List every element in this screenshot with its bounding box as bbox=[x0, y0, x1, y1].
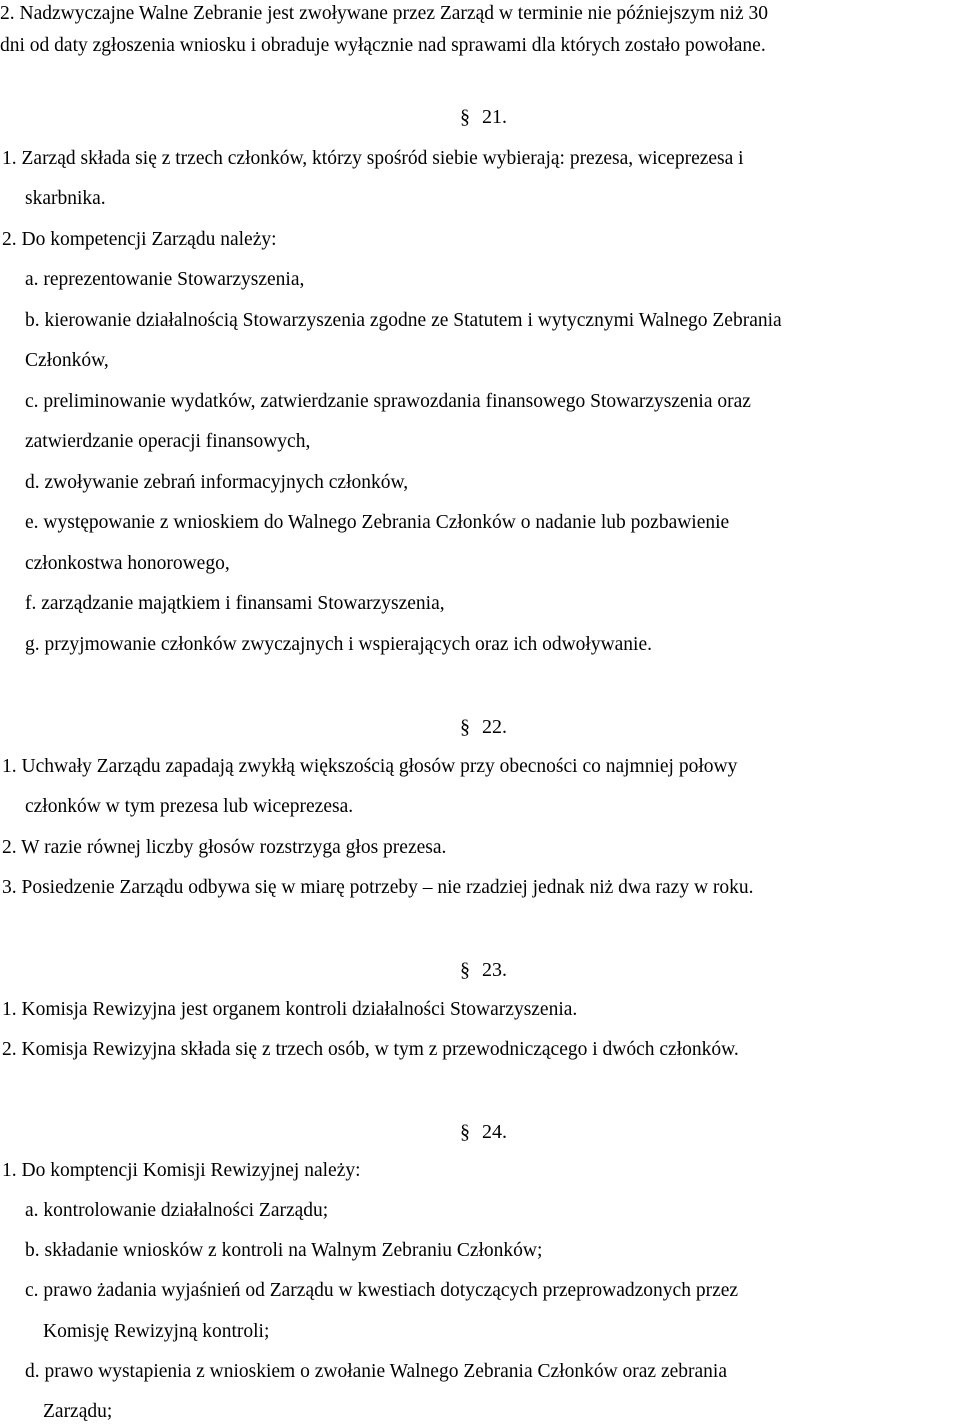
s23-line-2: 2. Komisja Rewizyjna składa się z trzech osób, w tym z przewodniczącego i dwóch członków. bbox=[2, 1039, 739, 1060]
s22-line-1: 1. Uchwały Zarządu zapadają zwykłą większością głosów przy obecności co najmniej połowy bbox=[2, 756, 738, 777]
s24-line-6: d. prawo wystapienia z wnioskiem o zwołanie Walnego Zebrania Członków oraz zebrania bbox=[25, 1361, 727, 1382]
s21-line-4: a. reprezentowanie Stowarzyszenia, bbox=[25, 269, 305, 290]
s21-line-12: f. zarządzanie majątkiem i finansami Stowarzyszenia, bbox=[25, 593, 445, 614]
s24-line-1: 1. Do komptencji Komisji Rewizyjnej należy: bbox=[2, 1160, 361, 1181]
section-number: 21. bbox=[482, 106, 507, 128]
intro-line-1: 2. Nadzwyczajne Walne Zebranie jest zwoływane przez Zarząd w terminie nie późniejszym niż 30 bbox=[0, 3, 768, 24]
section-heading-23 bbox=[460, 957, 507, 983]
section-sign: § bbox=[460, 106, 470, 128]
section-number: 22. bbox=[482, 716, 507, 738]
s21-line-11: członkostwa honorowego, bbox=[25, 553, 230, 574]
section-heading-22 bbox=[460, 714, 507, 740]
s21-line-7: c. preliminowanie wydatków, zatwierdzanie sprawozdania finansowego Stowarzyszenia oraz bbox=[25, 391, 751, 412]
s24-line-7: Zarządu; bbox=[43, 1401, 113, 1422]
s21-line-10: e. występowanie z wnioskiem do Walnego Zebrania Członków o nadanie lub pozbawienie bbox=[25, 512, 730, 533]
section-sign: § bbox=[460, 716, 470, 738]
section-sign: § bbox=[460, 1121, 470, 1143]
s23-line-1: 1. Komisja Rewizyjna jest organem kontroli działalności Stowarzyszenia. bbox=[2, 999, 578, 1020]
s21-line-1: 1. Zarząd składa się z trzech członków, którzy spośród siebie wybierają: prezesa, wiceprezesa i bbox=[2, 148, 744, 169]
section-heading-21 bbox=[460, 104, 507, 130]
intro-line-2: dni od daty zgłoszenia wniosku i obraduje wyłącznie nad sprawami dla których zostało powołane. bbox=[0, 35, 766, 56]
s21-line-13: g. przyjmowanie członków zwyczajnych i wspierających oraz ich odwoływanie. bbox=[25, 634, 653, 655]
s24-line-4: c. prawo żadania wyjaśnień od Zarządu w kwestiach dotyczących przeprowadzonych przez bbox=[25, 1280, 739, 1301]
section-sign: § bbox=[460, 959, 470, 981]
section-number: 23. bbox=[482, 959, 507, 981]
section-heading-24 bbox=[460, 1119, 507, 1145]
s24-line-2: a. kontrolowanie działalności Zarządu; bbox=[25, 1200, 329, 1221]
s21-line-2: skarbnika. bbox=[25, 188, 106, 209]
s21-line-8: zatwierdzanie operacji finansowych, bbox=[25, 431, 311, 452]
s24-line-3: b. składanie wniosków z kontroli na Walnym Zebraniu Członków; bbox=[25, 1240, 543, 1261]
s22-line-3: 2. W razie równej liczby głosów rozstrzyga głos prezesa. bbox=[2, 837, 447, 858]
s22-line-2: członków w tym prezesa lub wiceprezesa. bbox=[25, 796, 354, 817]
s21-line-6: Członków, bbox=[25, 350, 109, 371]
s24-line-5: Komisję Rewizyjną kontroli; bbox=[43, 1321, 270, 1342]
s21-line-9: d. zwoływanie zebrań informacyjnych członków, bbox=[25, 472, 409, 493]
s22-line-4: 3. Posiedzenie Zarządu odbywa się w miarę potrzeby – nie rzadziej jednak niż dwa razy w roku. bbox=[2, 877, 754, 898]
section-number: 24. bbox=[482, 1121, 507, 1143]
s21-line-3: 2. Do kompetencji Zarządu należy: bbox=[2, 229, 277, 250]
s21-line-5: b. kierowanie działalnością Stowarzyszenia zgodne ze Statutem i wytycznymi Walnego Zebrania bbox=[25, 310, 782, 331]
